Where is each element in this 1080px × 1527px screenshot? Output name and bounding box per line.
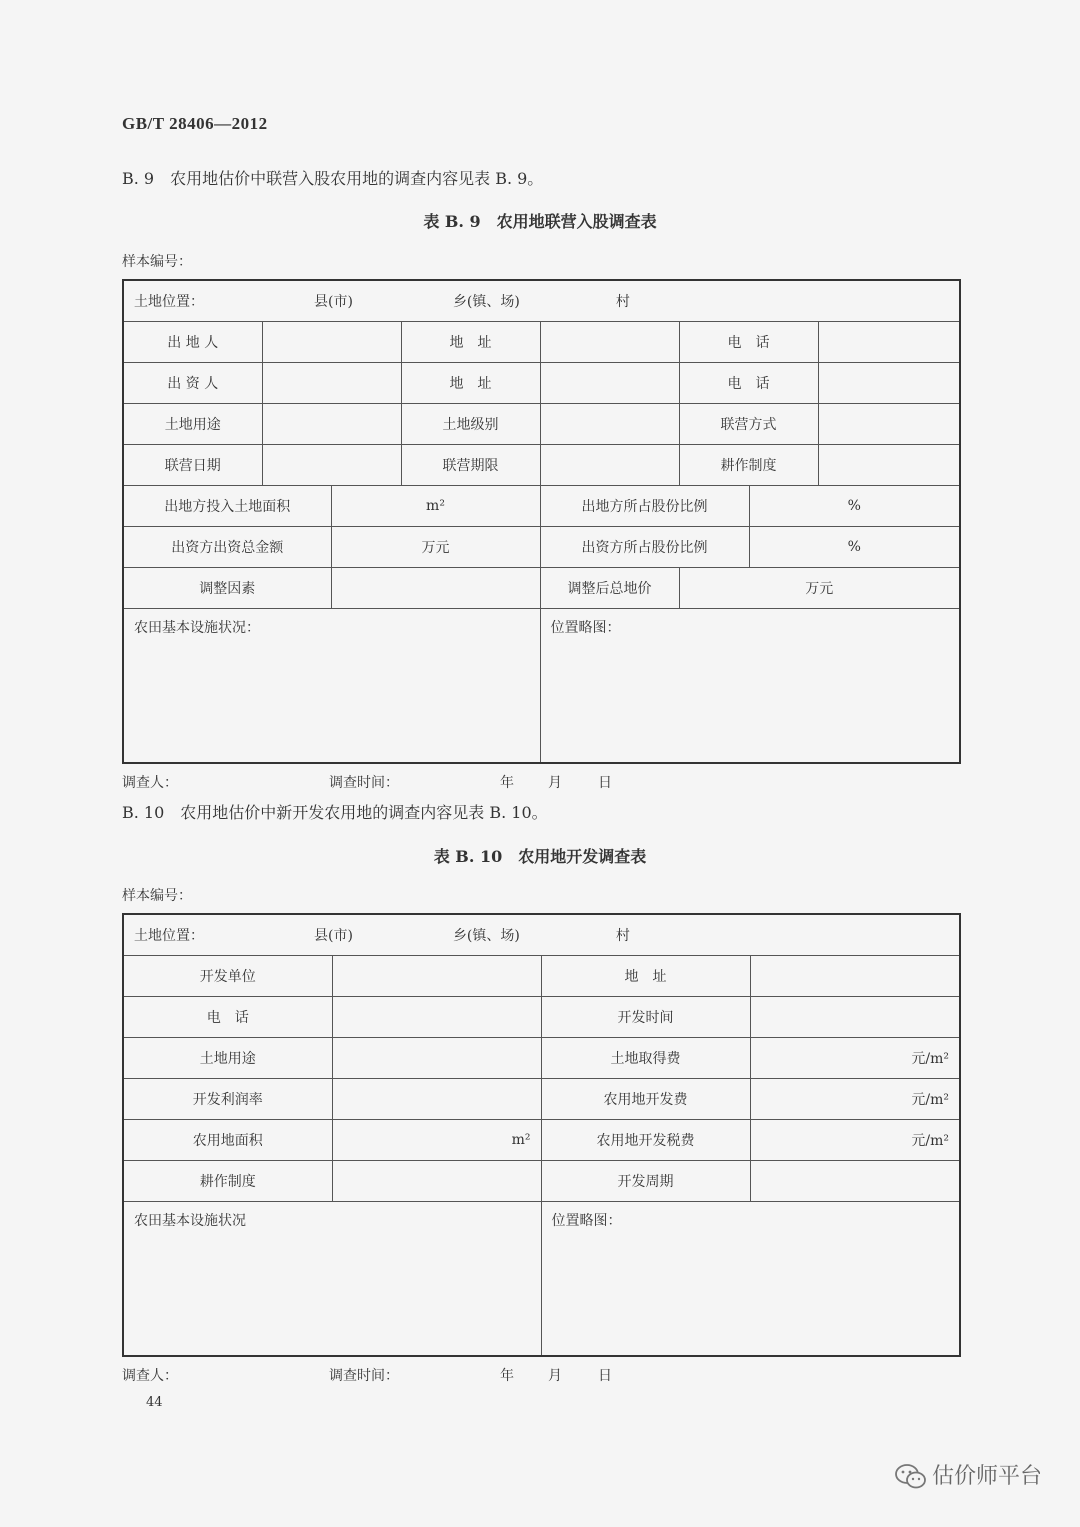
b9-cell-label: 土地用途 (123, 403, 262, 444)
b10-cell-label: 开发单位 (123, 955, 332, 996)
b10-row-facility (123, 1201, 960, 1356)
b9-month: 月 (548, 775, 562, 791)
b10-investigator: 调查人： (122, 1368, 178, 1384)
b9-cell-value[interactable] (262, 444, 401, 485)
b10-cell-label: 开发时间 (541, 996, 750, 1037)
b10-cell-label: 地 址 (541, 955, 750, 996)
b10-sample-no: 样本编号： (122, 888, 192, 904)
b10-cell-label: 土地取得费 (541, 1037, 750, 1078)
b9-cell-label: 调整因素 (123, 567, 331, 608)
b9-table (122, 279, 961, 764)
b9-cell-unit[interactable]: m² (331, 485, 540, 526)
b9-sample-no: 样本编号： (122, 254, 192, 270)
b10-cell-label: 开发周期 (541, 1160, 750, 1201)
b10-cell-value[interactable] (332, 996, 541, 1037)
b9-cell-value[interactable] (540, 444, 679, 485)
b9-day: 日 (598, 775, 612, 791)
b10-county: 县(市) (314, 927, 353, 944)
b9-cell-label: 耕作制度 (679, 444, 818, 485)
b9-year: 年 (500, 775, 514, 791)
b10-cell-value[interactable]: 元/m² (750, 1078, 960, 1119)
b9-cell-label: 土地级别 (401, 403, 540, 444)
b9-investigator: 调查人： (122, 775, 178, 791)
b10-cell-value[interactable] (750, 1160, 960, 1201)
page-number: 44 (146, 1395, 163, 1410)
b9-caption: 表 B. 9 农用地联营入股调查表 (423, 212, 657, 231)
b10-cell-label: 土地用途 (123, 1037, 332, 1078)
b9-cell-value[interactable] (331, 567, 540, 608)
b10-facility[interactable]: 农田基本设施状况 (123, 1201, 541, 1356)
b10-cell-label: 农用地面积 (123, 1119, 332, 1160)
b10-row (123, 996, 960, 1037)
b9-cell-label: 出地方投入土地面积 (123, 485, 331, 526)
b10-year: 年 (500, 1368, 514, 1384)
b10-location-label: 土地位置： (134, 927, 204, 944)
b9-cell-unit[interactable]: % (749, 526, 960, 567)
b10-township: 乡(镇、场) (452, 927, 520, 944)
b9-cell-value[interactable] (262, 362, 401, 403)
b10-month: 月 (548, 1368, 562, 1384)
b9-cell-label: 联营日期 (123, 444, 262, 485)
b9-row-landowner (123, 321, 960, 362)
b9-cell-value[interactable] (262, 403, 401, 444)
b9-village: 村 (615, 293, 630, 310)
b10-cell-value[interactable] (332, 1037, 541, 1078)
b9-cell-unit[interactable]: 万元 (679, 567, 960, 608)
b9-row-date (123, 444, 960, 485)
b9-cell-label: 联营方式 (679, 403, 818, 444)
b9-sketch[interactable]: 位置略图： (540, 608, 960, 763)
b9-row-investor (123, 362, 960, 403)
b10-village: 村 (615, 927, 630, 944)
b10-location-row (123, 914, 960, 955)
b9-cell-label: 出资方出资总金额 (123, 526, 331, 567)
b9-cell-value[interactable] (262, 321, 401, 362)
b10-sketch[interactable]: 位置略图： (541, 1201, 960, 1356)
b10-row (123, 1078, 960, 1119)
b9-county: 县(市) (314, 293, 353, 310)
b10-cell-value[interactable]: m² (332, 1119, 541, 1160)
watermark (894, 1459, 1042, 1491)
b9-township: 乡(镇、场) (452, 293, 520, 310)
b9-cell-value[interactable] (818, 321, 960, 362)
b9-cell-label: 调整后总地价 (540, 567, 679, 608)
b9-cell-label: 地 址 (401, 321, 540, 362)
b9-cell-label: 联营期限 (401, 444, 540, 485)
b10-caption: 表 B. 10 农用地开发调查表 (433, 847, 647, 866)
b10-intro: B. 10 农用地估价中新开发农用地的调查内容见表 B. 10。 (122, 803, 548, 822)
b9-time: 调查时间： (329, 775, 399, 791)
b9-cell-label: 电 话 (679, 321, 818, 362)
b9-cell-value[interactable] (818, 444, 960, 485)
b9-cell-label: 地 址 (401, 362, 540, 403)
b9-cell-unit[interactable]: % (749, 485, 960, 526)
b10-row (123, 1037, 960, 1078)
b9-cell-label: 出地方所占股份比例 (540, 485, 749, 526)
b10-cell-label: 耕作制度 (123, 1160, 332, 1201)
watermark-text: 估价师平台 (931, 1464, 1042, 1489)
b10-cell-label: 农用地开发税费 (541, 1119, 750, 1160)
b10-table (122, 913, 961, 1357)
b10-cell-value[interactable]: 元/m² (750, 1119, 960, 1160)
b9-row-land-use (123, 403, 960, 444)
b10-row (123, 1160, 960, 1201)
wechat-icon (894, 1463, 928, 1491)
b9-intro: B. 9 农用地估价中联营入股农用地的调查内容见表 B. 9。 (122, 169, 544, 188)
b10-cell-value[interactable] (750, 996, 960, 1037)
b9-cell-label: 出资方所占股份比例 (540, 526, 749, 567)
b9-row-facility (123, 608, 960, 763)
b9-cell-label: 电 话 (679, 362, 818, 403)
b10-cell-value[interactable] (750, 955, 960, 996)
b10-cell-value[interactable] (332, 1160, 541, 1201)
b9-row-adjust (123, 567, 960, 608)
b10-row (123, 1119, 960, 1160)
b9-cell-value[interactable] (540, 362, 679, 403)
b10-cell-label: 农用地开发费 (541, 1078, 750, 1119)
b9-row-land-area (123, 485, 960, 526)
b9-cell-value[interactable] (818, 362, 960, 403)
b9-cell-value[interactable] (818, 403, 960, 444)
b9-cell-label: 出 资 人 (123, 362, 262, 403)
b10-cell-value[interactable] (332, 955, 541, 996)
b9-location-row (123, 280, 960, 321)
b9-cell-label: 出 地 人 (123, 321, 262, 362)
standard-number: GB/T 28406—2012 (122, 114, 268, 133)
b10-cell-value[interactable] (332, 1078, 541, 1119)
b9-facility[interactable]: 农田基本设施状况： (123, 608, 540, 763)
b10-day: 日 (598, 1368, 612, 1384)
b9-cell-value[interactable] (540, 403, 679, 444)
b9-cell-unit[interactable]: 万元 (331, 526, 540, 567)
b9-cell-value[interactable] (540, 321, 679, 362)
b10-cell-value[interactable]: 元/m² (750, 1037, 960, 1078)
b10-cell-label: 电 话 (123, 996, 332, 1037)
b10-row (123, 955, 960, 996)
b9-location-label: 土地位置： (134, 293, 204, 310)
b9-row-investment (123, 526, 960, 567)
b10-time: 调查时间： (329, 1368, 399, 1384)
b10-cell-label: 开发利润率 (123, 1078, 332, 1119)
